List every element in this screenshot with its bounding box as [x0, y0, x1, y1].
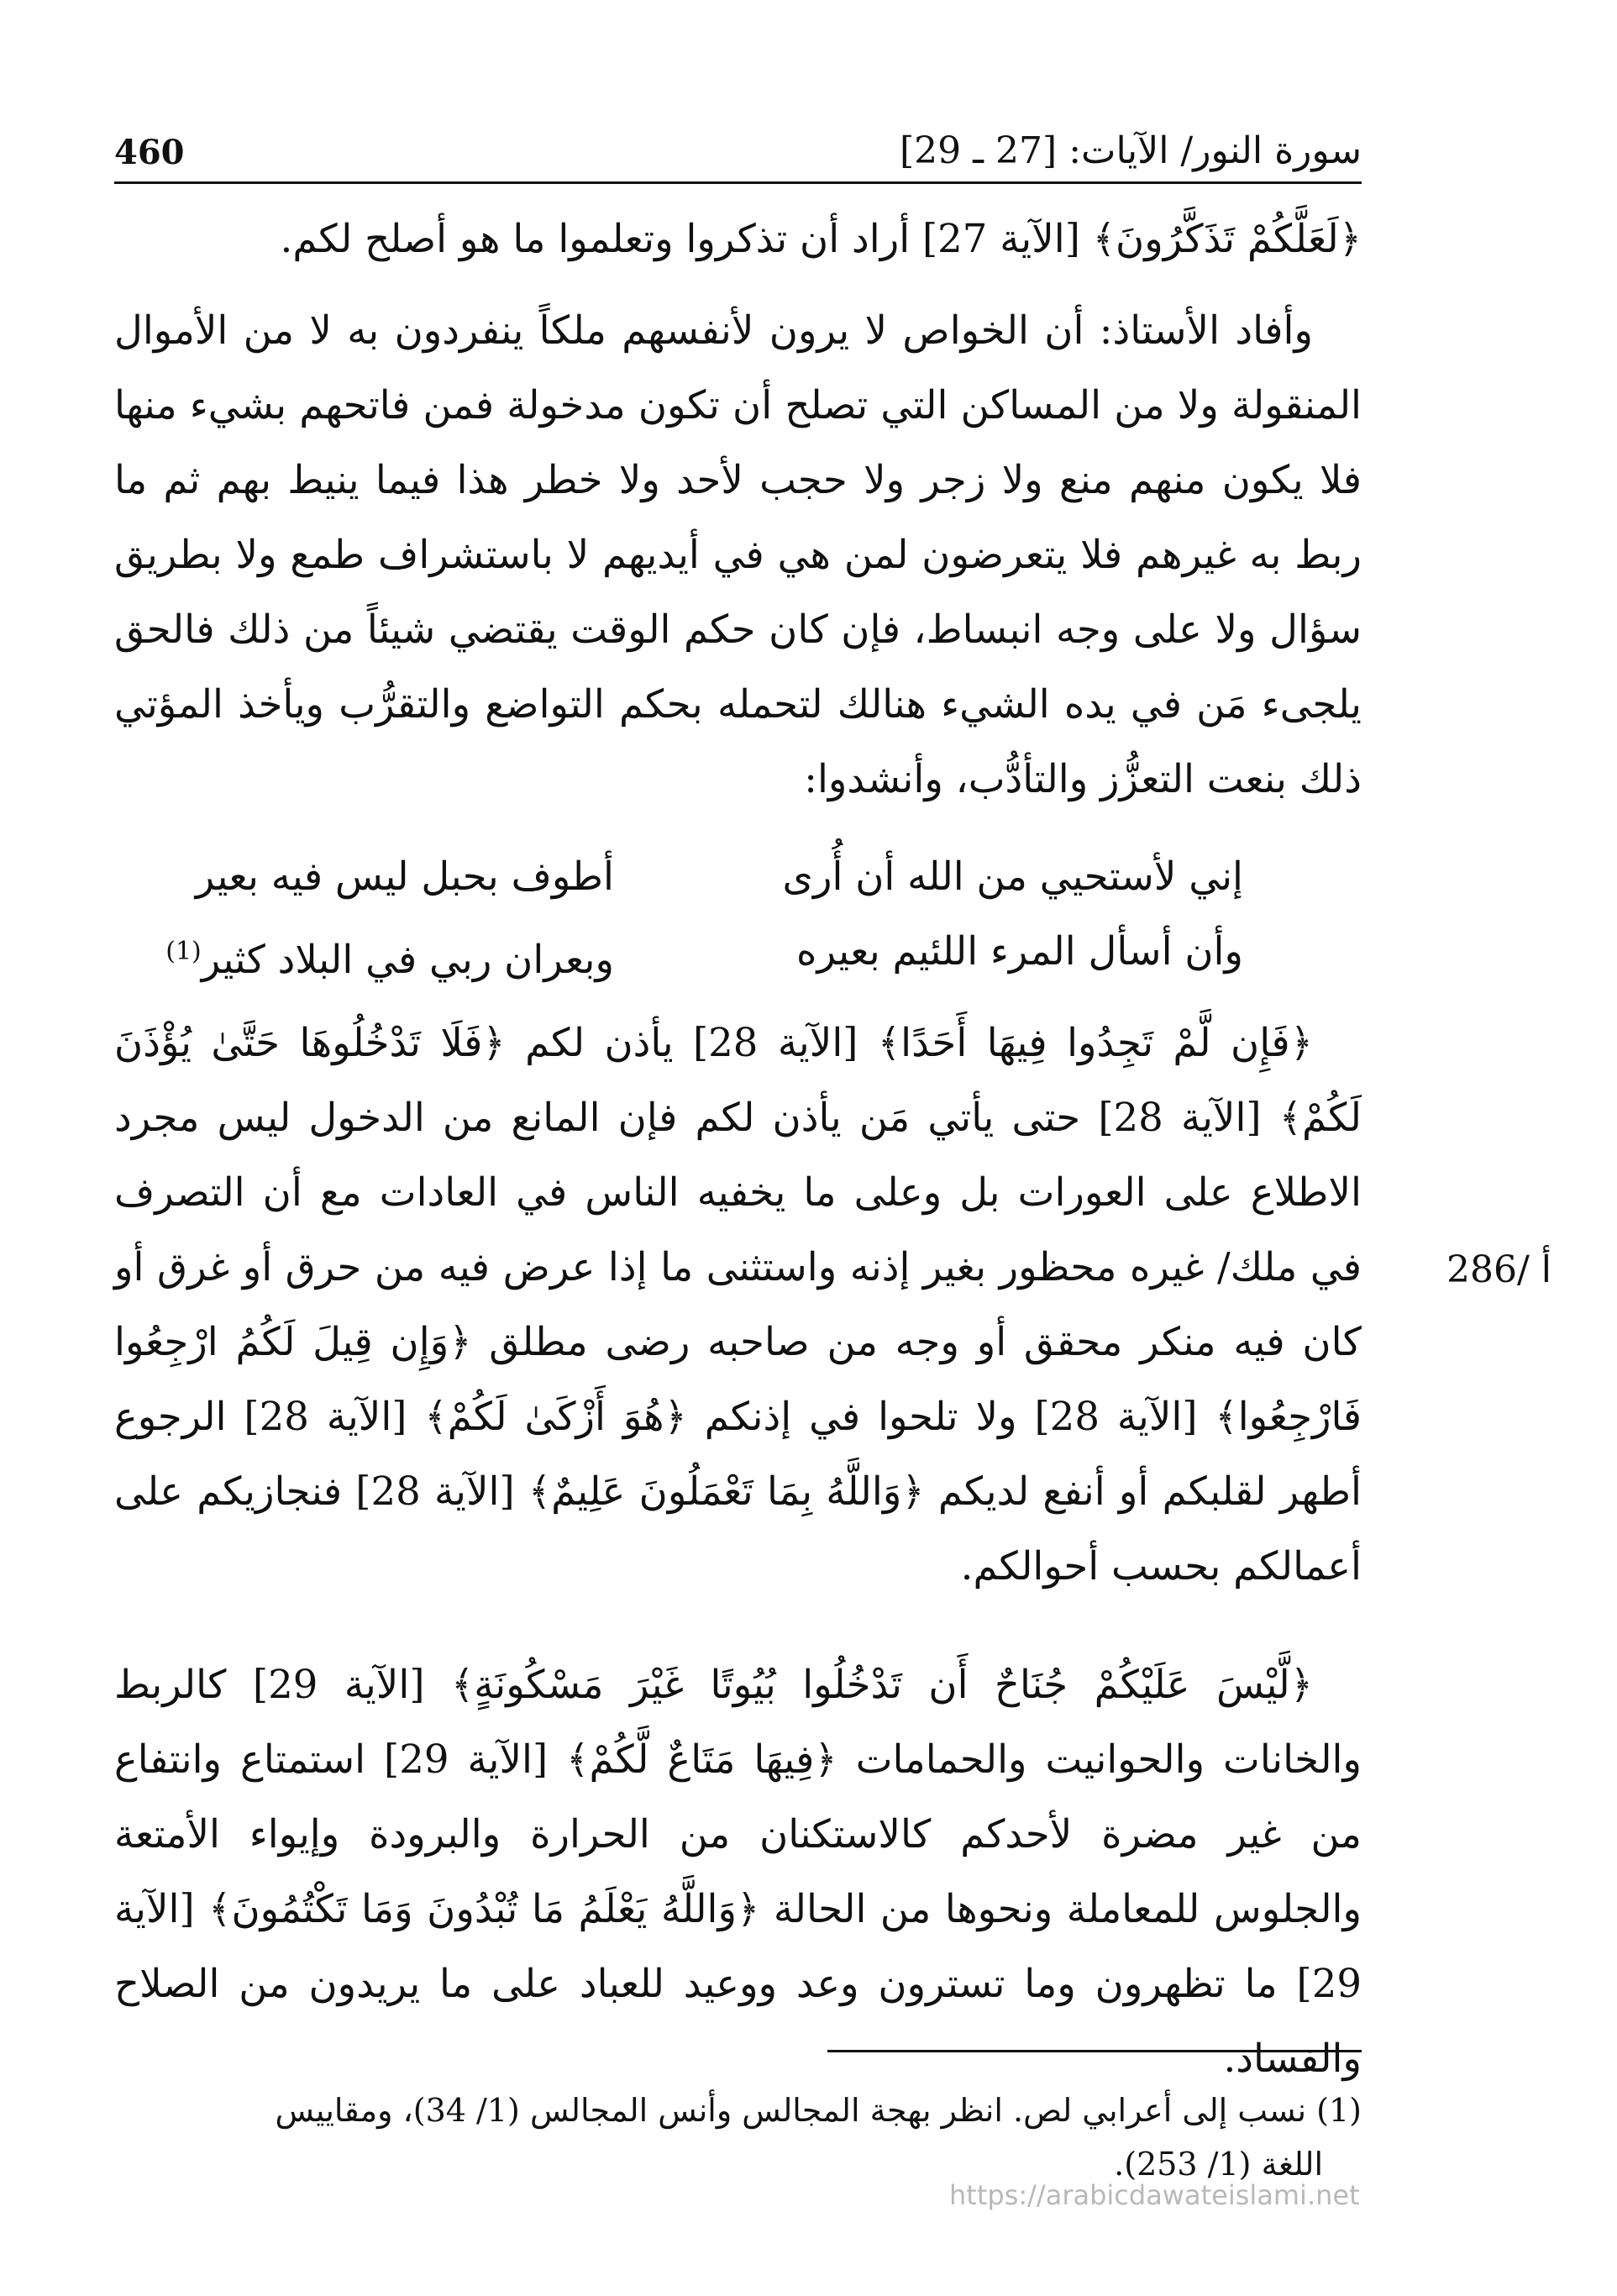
page-number: 460	[114, 133, 185, 172]
footnote	[114, 2083, 1362, 2191]
paragraph-verse-28: ﴿فَإِن لَّمْ تَجِدُوا فِيهَا أَحَدًا﴾ [الآية 28] يأذن لكم ﴿فَلَا تَدْخُلُوهَا حَتَّىٰ يُؤْذَنَ لَكُمْ﴾ [الآية 28] حتى يأتي مَن يأذن لكم فإن المانع من الدخول ليس مجرد الاطلاع على العورات بل وعلى ما يخفيه الناس في العادات مع أن التصرف في ملك/ غيره محظور بغير إذنه واستثنى ما إذا عرض فيه من حرق أو غرق أو كان فيه منكر محقق أو وجه من صاحبه رضى مطلق ﴿وَإِن قِيلَ لَكُمُ ارْجِعُوا فَارْجِعُوا﴾ [الآية 28] ولا تلحوا في إذنكم ﴿هُوَ أَزْكَىٰ لَكُمْ﴾ [الآية 28] الرجوع أطهر لقلبكم أو أنفع لديكم ﴿وَاللَّهُ بِمَا تَعْمَلُونَ عَلِيمٌ﴾ [الآية 28] فنجازيكم على أعمالكم بحسب أحوالكم.	[114, 1020, 1362, 1589]
poem-verse-1-first-hemistich: إني لأستحيي من الله أن أُرى	[782, 854, 1243, 899]
footnote-line-1: (1) نسب إلى أعرابي لص. انظر بهجة المجالس وأنس المجالس (1/ 34)، ومقاييس	[275, 2092, 1362, 2129]
paragraph-verse-27: ﴿لَعَلَّكُمْ تَذَكَّرُونَ﴾ [الآية 27] أراد أن تذكروا وتعلموا ما هو أصلح لكم.	[280, 216, 1362, 261]
running-title: سورة النور/ الآيات: [27 ـ 29]	[900, 129, 1362, 172]
source-watermark: https://arabicdawateislami.net	[949, 2179, 1360, 2211]
footnote-divider	[827, 2050, 1362, 2052]
footnote-marker: (1)	[165, 937, 202, 966]
page-header	[114, 118, 1362, 184]
paragraph-verse-29: ﴿لَّيْسَ عَلَيْكُمْ جُنَاحٌ أَن تَدْخُلُوا بُيُوتًا غَيْرَ مَسْكُونَةٍ﴾ [الآية 29] كالربط والخانات والحوانيت والحمامات ﴿فِيهَا مَتَاعٌ لَّكُمْ﴾ [الآية 29] استمتاع وانتفاع من غير مضرة لأحدكم كالاستكنان من الحرارة والبرودة وإيواء الأمتعة والجلوس للمعاملة ونحوها من الحالة ﴿وَاللَّهُ يَعْلَمُ مَا تُبْدُونَ وَمَا تَكْتُمُونَ﴾ [الآية 29] ما تظهرون وما تسترون وعد ووعيد للعباد على ما يريدون من الصلاح والفساد.	[114, 1662, 1362, 2081]
poem-verse-2-second-hemistich	[165, 914, 614, 997]
manuscript-folio-note: 286/ أ	[1446, 1248, 1552, 1291]
poem-verse-1-second-hemistich: أطوف بحبل ليس فيه بعير	[195, 854, 614, 899]
main-text	[114, 202, 1362, 2096]
poem-verse-2-first-hemistich: وأن أسأل المرء اللئيم بعيره	[796, 928, 1243, 974]
paragraph-ustadh-commentary: وأفاد الأستاذ: أن الخواص لا يرون لأنفسهم ملكاً ينفردون به لا من الأموال المنقولة ولا من المساكن التي تصلح أن تكون مدخولة فمن فاتحهم بشيء منها فلا يكون منهم منع ولا زجر ولا حجب لأحد ولا خطر هذا فيما ينيط بهم ثم ما ربط به غيرهم فلا يتعرضون لمن هي في أيديهم لا باستشراف طمع ولا بطريق سؤال ولا على وجه انبساط، فإن كان حكم الوقت يقتضي شيئاً من ذلك فالحق يلجىء مَن في يده الشيء هنالك لتحمله بحكم التواضع والتقرُّب ويأخذ المؤتي ذلك بنعت التعزُّز والتأدُّب، وأنشدوا:	[114, 307, 1362, 801]
poem-verse-2-text: وبعران ربي في البلاد كثير	[201, 937, 614, 982]
poem	[114, 839, 1362, 989]
footnote-line-2: اللغة (1/ 253).	[1114, 2146, 1323, 2183]
